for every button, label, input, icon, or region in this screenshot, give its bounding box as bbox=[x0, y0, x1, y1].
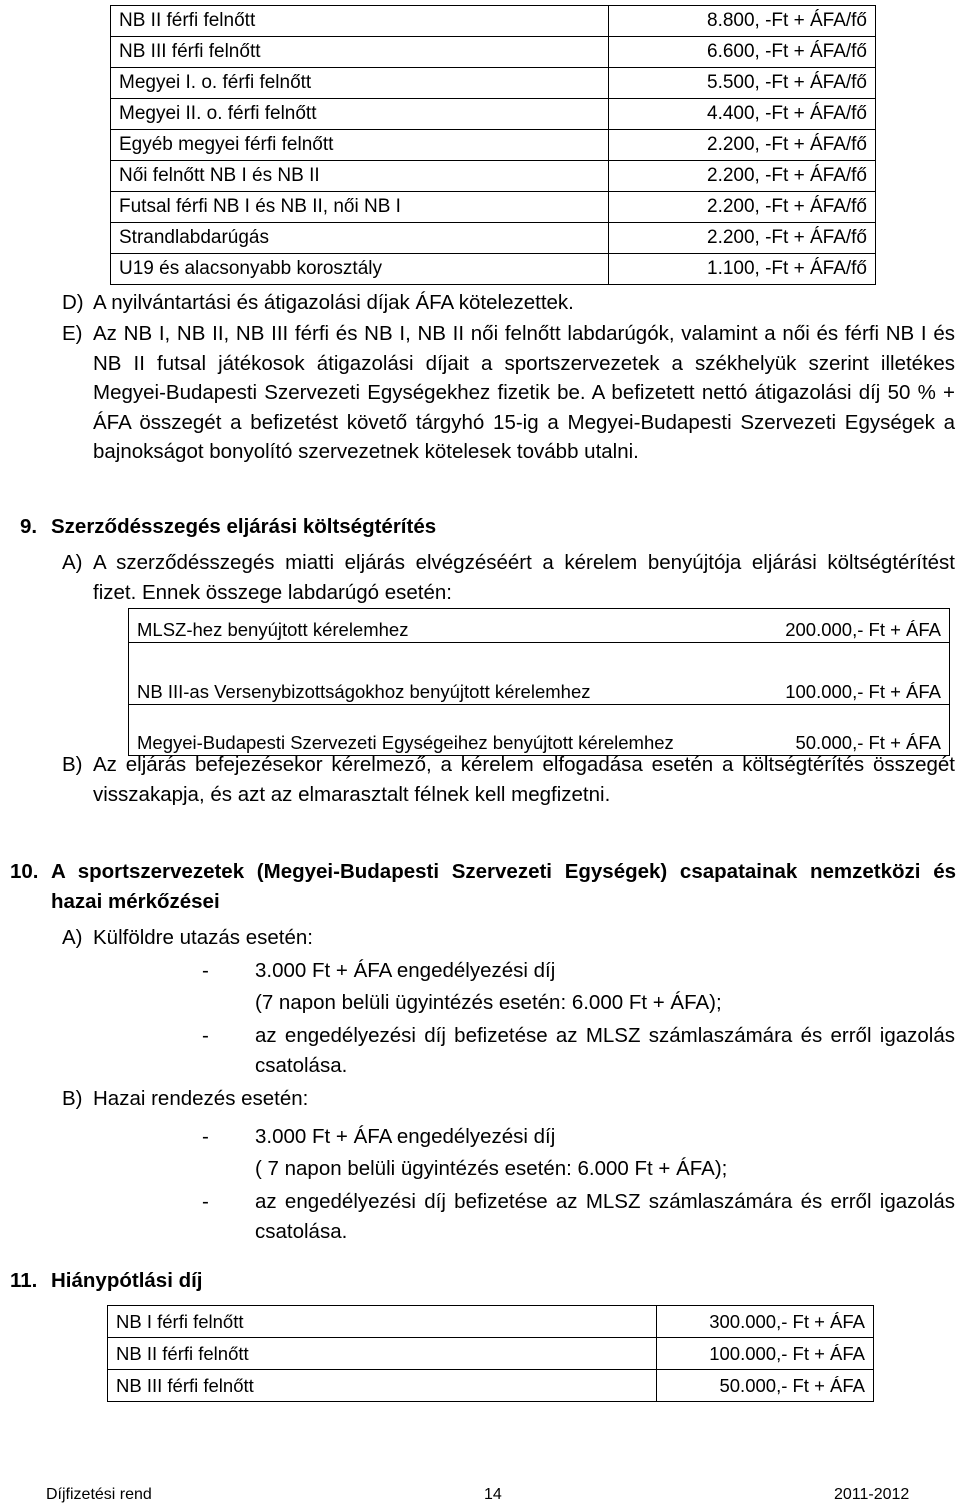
fee-label: NB I férfi felnőtt bbox=[108, 1306, 657, 1338]
fee-label: Strandlabdarúgás bbox=[111, 223, 609, 254]
section-10-a-dash2: az engedélyezési díj befizetése az MLSZ számlaszámára és erről igazolás csatolása. bbox=[255, 1024, 955, 1077]
fee-amount: 100.000,- Ft + ÁFA bbox=[657, 1338, 874, 1370]
table-row bbox=[111, 37, 876, 68]
dash-marker: - bbox=[202, 959, 209, 982]
fee-label: Megyei II. o. férfi felnőtt bbox=[111, 99, 609, 130]
table-row bbox=[108, 1370, 874, 1402]
fee-amount: 8.800, -Ft + ÁFA/fő bbox=[609, 6, 876, 37]
fee-label: NB II férfi felnőtt bbox=[111, 6, 609, 37]
deficiency-fee-table bbox=[107, 1305, 874, 1402]
fee-amount: 6.600, -Ft + ÁFA/fő bbox=[609, 37, 876, 68]
table-row bbox=[111, 192, 876, 223]
table-row bbox=[129, 643, 950, 705]
table-row bbox=[111, 254, 876, 285]
section-11-number: 11. bbox=[10, 1269, 38, 1292]
table-row bbox=[111, 130, 876, 161]
section-10-b-dash2: az engedélyezési díj befizetése az MLSZ számlaszámára és erről igazolás csatolása. bbox=[255, 1190, 955, 1243]
section-9-a-marker: A) bbox=[62, 551, 83, 574]
section-10-a-title: Külföldre utazás esetén: bbox=[93, 926, 313, 949]
section-10-b-title: Hazai rendezés esetén: bbox=[93, 1087, 309, 1110]
fee-amount: 300.000,- Ft + ÁFA bbox=[657, 1306, 874, 1338]
table-row bbox=[108, 1338, 874, 1370]
fee-label: Női felnőtt NB I és NB II bbox=[111, 161, 609, 192]
section-10-a-dash1-sub: (7 napon belüli ügyintézés esetén: 6.000 Ft + ÁFA); bbox=[255, 991, 722, 1014]
table-row bbox=[111, 223, 876, 254]
fee-label: Megyei I. o. férfi felnőtt bbox=[111, 68, 609, 99]
section-10-number: 10. bbox=[10, 860, 39, 883]
fee-amount: 2.200, -Ft + ÁFA/fő bbox=[609, 161, 876, 192]
section-10-b-dash1-sub: ( 7 napon belüli ügyintézés esetén: 6.000 Ft + ÁFA); bbox=[255, 1157, 728, 1180]
fee-amount: 1.100, -Ft + ÁFA/fő bbox=[609, 254, 876, 285]
fee-label: Egyéb megyei férfi felnőtt bbox=[111, 130, 609, 161]
section-11-title: Hiánypótlási díj bbox=[51, 1269, 203, 1292]
table-row bbox=[129, 609, 950, 643]
procedure-cost-table bbox=[128, 608, 950, 756]
table-row bbox=[108, 1306, 874, 1338]
item-d-marker: D) bbox=[62, 291, 84, 314]
fee-amount: 4.400, -Ft + ÁFA/fő bbox=[609, 99, 876, 130]
cost-label: NB III-as Versenybizottságokhoz benyújtott kérelemhez bbox=[129, 643, 704, 705]
section-9-title: Szerződésszegés eljárási költségtérítés bbox=[51, 515, 437, 538]
cost-amount: 100.000,- Ft + ÁFA bbox=[703, 643, 950, 705]
cost-label: MLSZ-hez benyújtott kérelemhez bbox=[129, 609, 704, 643]
section-10-a-dash1: 3.000 Ft + ÁFA engedélyezési díj bbox=[255, 959, 556, 982]
fee-amount: 2.200, -Ft + ÁFA/fő bbox=[609, 130, 876, 161]
section-10-b-marker: B) bbox=[62, 1087, 83, 1110]
section-10-a-marker: A) bbox=[62, 926, 83, 949]
table-row bbox=[111, 68, 876, 99]
table-row bbox=[129, 705, 950, 756]
section-9-a-text: A szerződésszegés miatti eljárás elvégzéséért a kérelem benyújtója eljárási költségtérítést fizet. Ennek összege labdarúgó esetén: bbox=[93, 551, 955, 604]
cost-amount: 50.000,- Ft + ÁFA bbox=[703, 705, 950, 756]
section-10-b-dash1: 3.000 Ft + ÁFA engedélyezési díj bbox=[255, 1125, 556, 1148]
dash-marker: - bbox=[202, 1024, 209, 1047]
cost-label: Megyei-Budapesti Szervezeti Egységeihez benyújtott kérelemhez bbox=[129, 705, 704, 756]
footer-page-number: 14 bbox=[484, 1486, 502, 1503]
footer-season: 2011-2012 bbox=[834, 1486, 910, 1503]
dash-marker: - bbox=[202, 1190, 209, 1213]
item-d-text: A nyilvántartási és átigazolási díjak ÁFA kötelezettek. bbox=[93, 291, 574, 314]
section-9-number: 9. bbox=[20, 515, 38, 538]
fee-label: U19 és alacsonyabb korosztály bbox=[111, 254, 609, 285]
fee-label: NB III férfi felnőtt bbox=[111, 37, 609, 68]
section-9-b-marker: B) bbox=[62, 753, 83, 776]
section-9-b-text: Az eljárás befejezésekor kérelmező, a kérelem elfogadása esetén a költségtérítés összegét visszakapja, és azt az elmarasztalt félnek kell megfizetni. bbox=[93, 753, 955, 806]
section-10-title: A sportszervezetek (Megyei-Budapesti Szervezeti Egységek) csapatainak nemzetközi és hazai mérkőzései bbox=[51, 860, 956, 913]
fee-label: NB III férfi felnőtt bbox=[108, 1370, 657, 1402]
table-row bbox=[111, 99, 876, 130]
fee-amount: 2.200, -Ft + ÁFA/fő bbox=[609, 192, 876, 223]
item-e-text: Az NB I, NB II, NB III férfi és NB I, NB II női felnőtt labdarúgók, valamint a női és férfi NB I és NB II futsal játékosok átigazolási díjait a sportszervezetek a székhelyük szerint illetékes Megyei-Budapesti Szervezeti Egységekhez fizetik be. A befizetett nettó átigazolási díj 50 % + ÁFA összegét a befizetést követő tárgyhó 15-ig a Megyei-Budapesti Szervezeti Egységek a bajnokságot bonyolító szervezetnek kötelesek tovább utalni. bbox=[93, 322, 955, 463]
fee-amount: 2.200, -Ft + ÁFA/fő bbox=[609, 223, 876, 254]
table-row bbox=[111, 161, 876, 192]
dash-marker: - bbox=[202, 1125, 209, 1148]
footer-document-title: Díjfizetési rend bbox=[46, 1486, 152, 1503]
fee-amount: 50.000,- Ft + ÁFA bbox=[657, 1370, 874, 1402]
fee-amount: 5.500, -Ft + ÁFA/fő bbox=[609, 68, 876, 99]
fee-label: NB II férfi felnőtt bbox=[108, 1338, 657, 1370]
table-row bbox=[111, 6, 876, 37]
fee-label: Futsal férfi NB I és NB II, női NB I bbox=[111, 192, 609, 223]
transfer-fee-table bbox=[110, 5, 876, 285]
item-e-marker: E) bbox=[62, 322, 83, 345]
cost-amount: 200.000,- Ft + ÁFA bbox=[703, 609, 950, 643]
